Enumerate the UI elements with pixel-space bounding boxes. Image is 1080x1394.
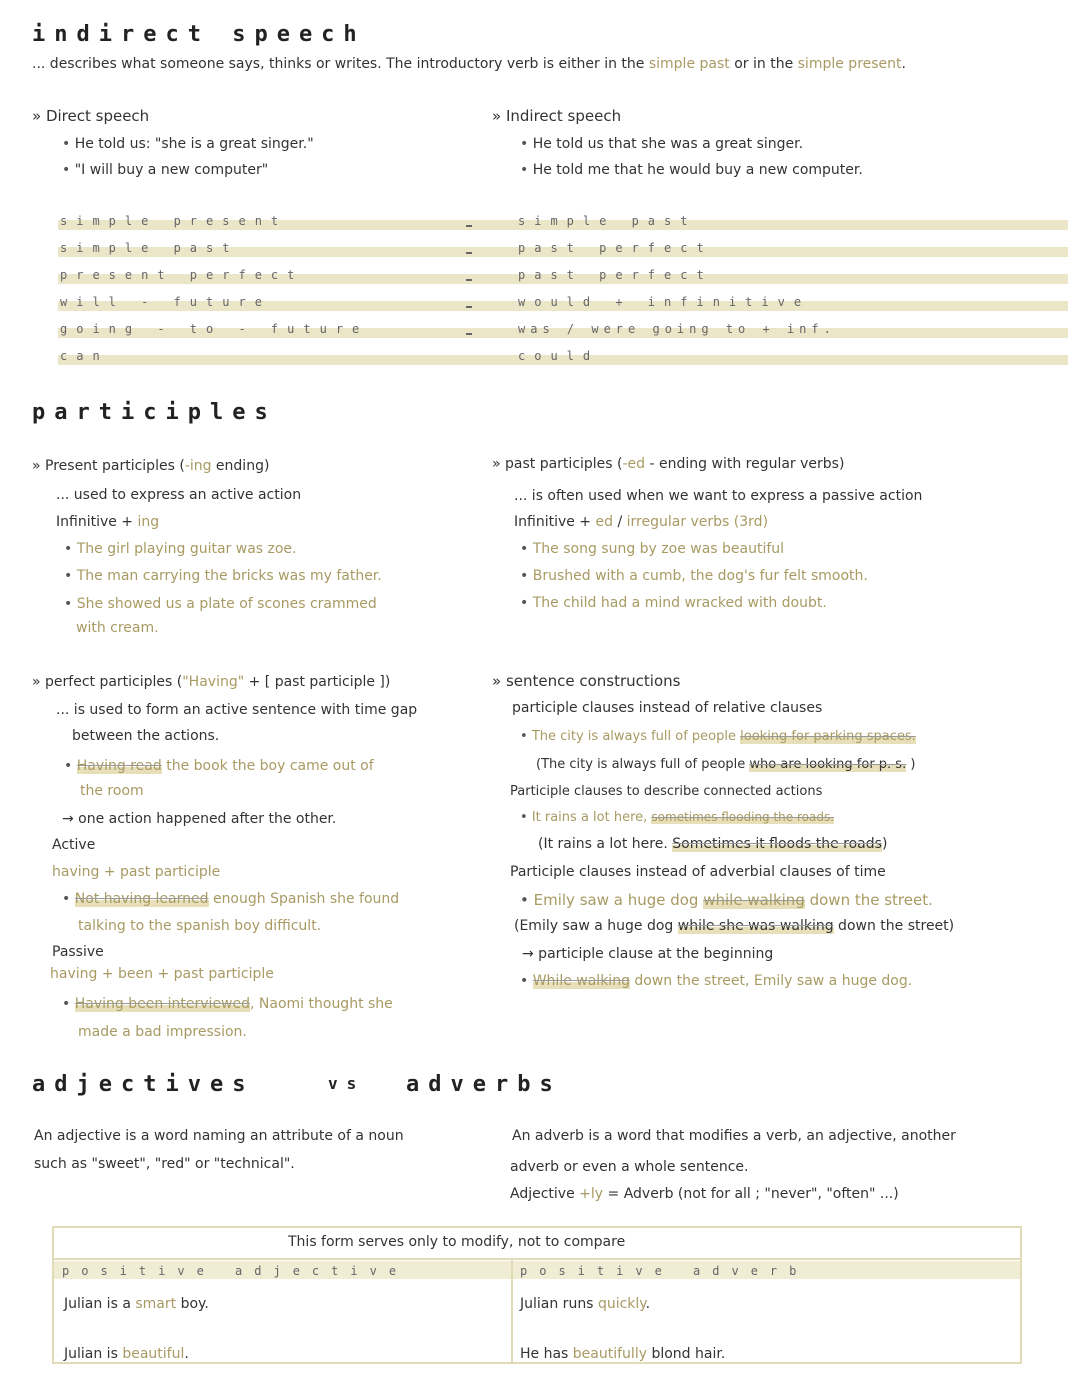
tense-right: past perfect [518, 241, 713, 255]
adverb-rule: Adjective +ly = Adverb (not for all ; "never", "often" ...) [510, 1186, 899, 1202]
table-cell-adverb-2: He has beautifully blond hair. [520, 1346, 726, 1362]
active-example-cont: talking to the spanish boy difficult. [78, 918, 322, 934]
passive-label: Passive [52, 944, 104, 960]
present-example-3: • She showed us a plate of scones crammed [64, 596, 377, 612]
present-formula: Infinitive + ing [56, 514, 160, 530]
tense-separator [466, 306, 472, 308]
title-indirect-speech: indirect speech [32, 22, 366, 47]
intro-simple-present: simple present [797, 56, 902, 72]
tense-right: was / were going to + inf. [518, 322, 836, 336]
adverb-definition-1: An adverb is a word that modifies a verb, an adjective, another [512, 1128, 956, 1144]
title-adverbs: adverbs [406, 1072, 562, 1097]
constr-relative: participle clauses instead of relative clauses [512, 700, 823, 716]
passive-example-cont: made a bad impression. [78, 1024, 247, 1040]
indirect-speech-heading: » Indirect speech [492, 107, 622, 125]
active-example: • Not having learned enough Spanish she found [62, 891, 399, 907]
intro-or: or in the [734, 56, 794, 72]
present-participles-heading: » Present participles (-ing ending) [32, 458, 270, 474]
tense-left: present perfect [60, 268, 304, 282]
intro-simple-past: simple past [648, 56, 730, 72]
table-header-line [54, 1258, 1020, 1260]
past-example-3: • The child had a mind wracked with doubt. [520, 595, 827, 611]
indirect-intro [32, 56, 906, 72]
constr-connected: Participle clauses to describe connected actions [510, 784, 823, 799]
past-participles-heading: » past participles (-ed - ending with regular verbs) [492, 456, 845, 472]
perfect-example-1: • Having read the book the boy came out of [64, 758, 374, 774]
title-vs: vs [328, 1074, 366, 1093]
constr-time: Participle clauses instead of adverbial clauses of time [510, 864, 886, 880]
constr-relative-full: (The city is always full of people who are looking for p. s. ) [536, 757, 916, 772]
table-cell-adjective-1: Julian is a smart boy. [64, 1296, 209, 1312]
perfect-note: → one action happened after the other. [62, 811, 337, 827]
table-header-positive-adjective: positive adjective [62, 1264, 409, 1278]
tense-right: past perfect [518, 268, 713, 282]
table-cell-adverb-1: Julian runs quickly. [520, 1296, 651, 1312]
active-label: Active [52, 837, 96, 853]
past-example-2: • Brushed with a cumb, the dog's fur felt smooth. [520, 568, 868, 584]
active-formula: having + past participle [52, 864, 221, 880]
constr-beginning: → participle clause at the beginning [522, 946, 774, 962]
intro-text: ... describes what someone says, thinks or writes. The introductory verb is either in the [32, 56, 645, 72]
passive-formula: having + been + past participle [50, 966, 274, 982]
constr-time-full: (Emily saw a huge dog while she was walking down the street) [514, 918, 955, 934]
tense-right: would + infinitive [518, 295, 811, 309]
tense-left: will - future [60, 295, 271, 309]
present-example-1: • The girl playing guitar was zoe. [64, 541, 297, 557]
direct-example-2: • "I will buy a new computer" [62, 162, 268, 178]
constructions-heading: » sentence constructions [492, 672, 681, 690]
constr-time-example: • Emily saw a huge dog while walking down the street. [520, 891, 933, 909]
passive-example: • Having been interviewed, Naomi thought she [62, 996, 393, 1012]
present-example-2: • The man carrying the bricks was my father. [64, 568, 382, 584]
tense-separator [466, 279, 472, 281]
tense-right: could [518, 349, 600, 363]
constr-connected-example: • It rains a lot here, sometimes flooding the roads. [520, 810, 834, 825]
perfect-desc-1: ... is used to form an active sentence with time gap [56, 702, 418, 718]
table-cell-adjective-2: Julian is beautiful. [64, 1346, 189, 1362]
table-caption: This form serves only to modify, not to compare [288, 1234, 626, 1250]
direct-example-1: • He told us: "she is a great singer." [62, 136, 314, 152]
comparison-table [52, 1226, 1022, 1364]
tense-separator [466, 225, 472, 227]
present-example-3-cont: with cream. [76, 620, 159, 636]
present-desc: ... used to express an active action [56, 487, 302, 503]
constr-connected-full: (It rains a lot here. Sometimes it floods the roads) [538, 836, 888, 852]
table-column-divider [511, 1258, 513, 1362]
adjective-definition-1: An adjective is a word naming an attribute of a noun [34, 1128, 404, 1144]
perfect-participles-heading: » perfect participles ("Having" + [ past participle ]) [32, 674, 391, 690]
table-header-positive-adverb: positive adverb [520, 1264, 809, 1278]
adjective-definition-2: such as "sweet", "red" or "technical". [34, 1156, 295, 1172]
tense-separator [466, 333, 472, 335]
indirect-example-2: • He told me that he would buy a new computer. [520, 162, 863, 178]
title-adjectives: adjectives [32, 1072, 255, 1097]
tense-right: simple past [518, 214, 697, 228]
indirect-example-1: • He told us that she was a great singer. [520, 136, 803, 152]
perfect-desc-2: between the actions. [72, 728, 220, 744]
constr-beginning-example: • While walking down the street, Emily saw a huge dog. [520, 973, 912, 989]
intro-end: . [901, 56, 906, 72]
tense-left: can [60, 349, 109, 363]
tense-left: going - to - future [60, 322, 369, 336]
past-example-1: • The song sung by zoe was beautiful [520, 541, 784, 557]
constr-relative-example: • The city is always full of people looking for parking spaces. [520, 729, 916, 744]
adverb-definition-2: adverb or even a whole sentence. [510, 1159, 749, 1175]
direct-speech-heading: » Direct speech [32, 107, 150, 125]
tense-left: simple past [60, 241, 239, 255]
title-participles: participles [32, 400, 277, 425]
past-desc: ... is often used when we want to express a passive action [514, 488, 923, 504]
past-formula: Infinitive + ed / irregular verbs (3rd) [514, 514, 769, 530]
tense-left: simple present [60, 214, 288, 228]
tense-separator [466, 252, 472, 254]
perfect-example-1-cont: the room [80, 783, 144, 799]
